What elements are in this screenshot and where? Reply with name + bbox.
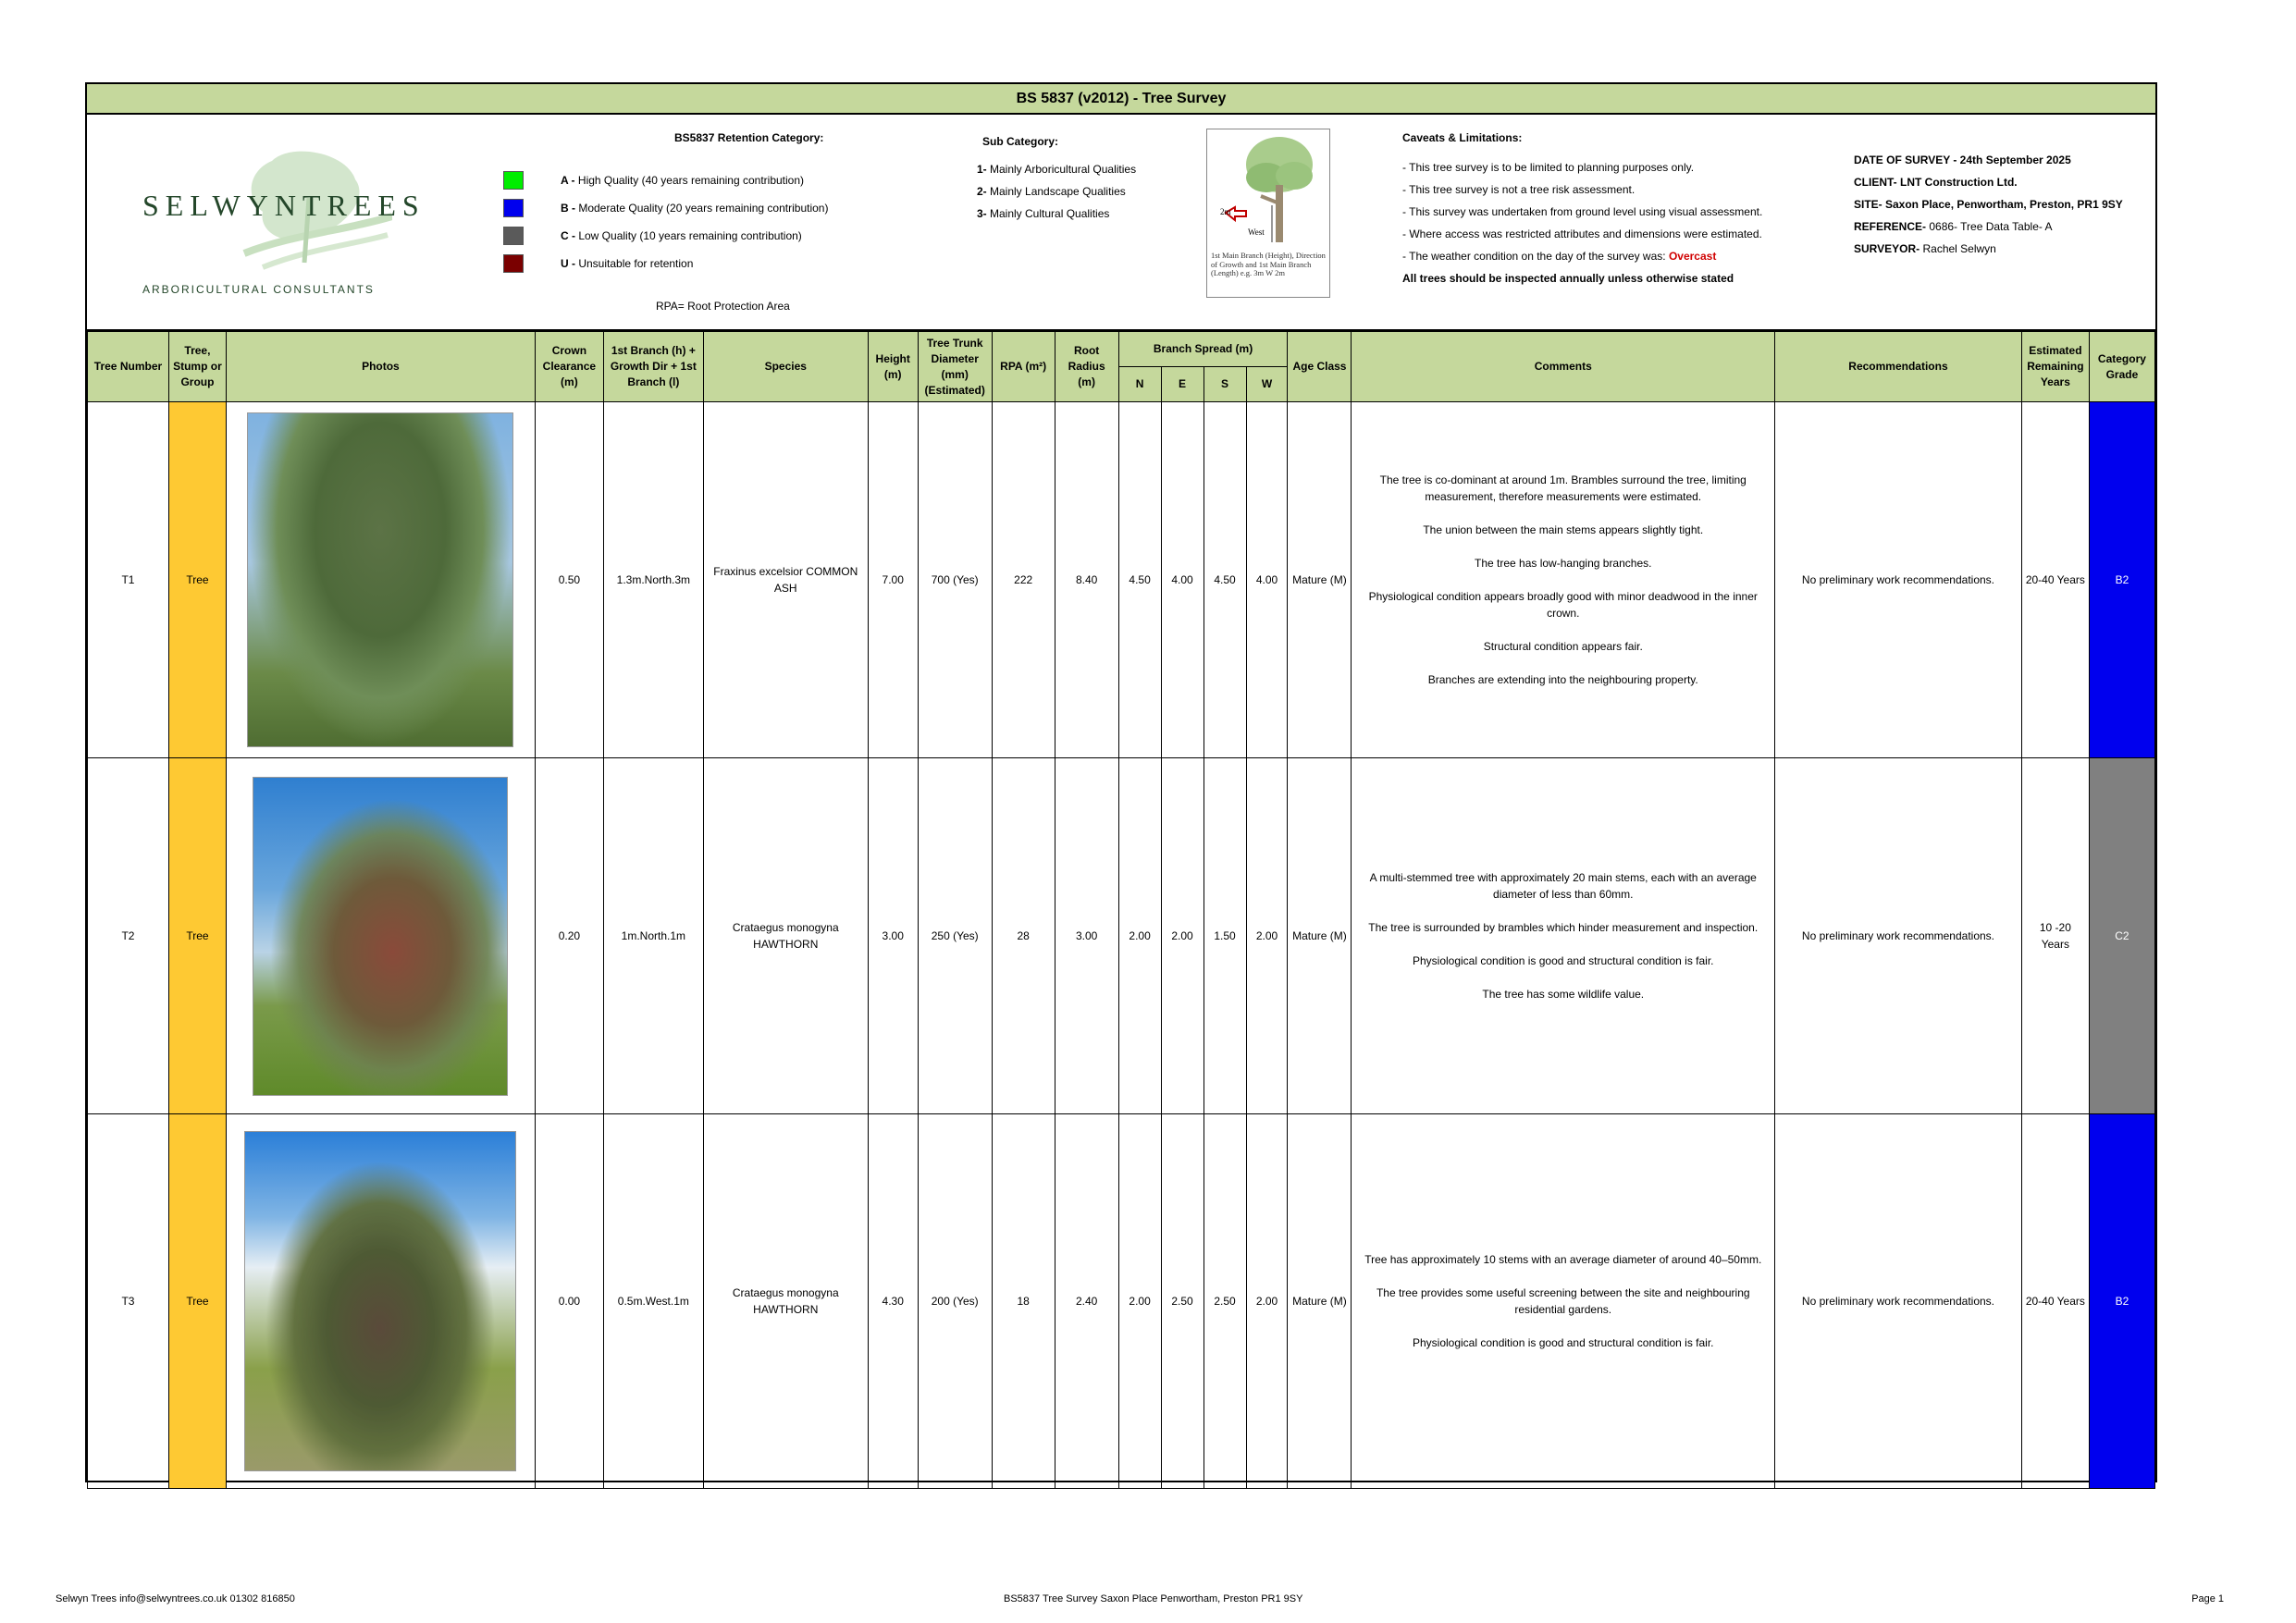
trunk-diameter: 700 (Yes) — [918, 402, 992, 758]
retention-text: C - Low Quality (10 years remaining contribution) — [561, 229, 802, 242]
category-grade: C2 — [2089, 758, 2154, 1114]
spread-n: 4.50 — [1118, 402, 1161, 758]
rpa: 28 — [992, 758, 1055, 1114]
caveat-closing: All trees should be inspected annually unless otherwise stated — [1402, 272, 1734, 285]
root-radius: 8.40 — [1055, 402, 1118, 758]
remaining-years: 20-40 Years — [2021, 1114, 2089, 1489]
retention-text: A - High Quality (40 years remaining contribution) — [561, 174, 805, 187]
recommendation: No preliminary work recommendations. — [1775, 1114, 2022, 1489]
height: 3.00 — [868, 758, 918, 1114]
subcategory-heading: Sub Category: — [982, 135, 1059, 148]
survey-date: DATE OF SURVEY - 24th September 2025 — [1854, 154, 2071, 166]
col-w: W — [1246, 367, 1288, 402]
swatch-b — [503, 199, 524, 217]
tree-id: T2 — [88, 758, 169, 1114]
col-branch-spread: Branch Spread (m) — [1118, 332, 1288, 367]
table-row — [88, 1114, 2155, 1489]
crown-clearance: 0.20 — [535, 758, 603, 1114]
height: 7.00 — [868, 402, 918, 758]
spread-n: 2.00 — [1118, 758, 1161, 1114]
tree-id: T1 — [88, 402, 169, 758]
retention-text: U - Unsuitable for retention — [561, 257, 694, 270]
tree-type: Tree — [168, 1114, 226, 1489]
spread-e: 4.00 — [1161, 402, 1204, 758]
col-remaining: Estimated Remaining Years — [2021, 332, 2089, 402]
caveat-line: - This tree survey is not a tree risk assessment. — [1402, 183, 1636, 196]
recommendation: No preliminary work recommendations. — [1775, 758, 2022, 1114]
category-grade: B2 — [2089, 1114, 2154, 1489]
logo-wordmark: SELWYNTREES — [142, 189, 426, 222]
weather-value: Overcast — [1668, 250, 1717, 263]
col-type: Tree, Stump or Group — [168, 332, 226, 402]
table-row — [88, 758, 2155, 1114]
col-root-radius: Root Radius (m) — [1055, 332, 1118, 402]
caveat-line: - This survey was undertaken from ground level using visual assessment. — [1402, 205, 1763, 218]
survey-header — [87, 115, 2155, 331]
tree-diagram-icon — [1207, 129, 1329, 250]
spread-w: 2.00 — [1246, 758, 1288, 1114]
col-n: N — [1118, 367, 1161, 402]
col-branch: 1st Branch (h) + Growth Dir + 1st Branch (l) — [603, 332, 703, 402]
tree-type: Tree — [168, 758, 226, 1114]
survey-sheet — [85, 82, 2157, 1482]
tree-photo — [247, 412, 513, 747]
trunk-diameter: 200 (Yes) — [918, 1114, 992, 1489]
company-logo — [133, 142, 426, 296]
logo-tagline: ARBORICULTURAL CONSULTANTS — [142, 283, 375, 296]
col-e: E — [1161, 367, 1204, 402]
tree-photo — [253, 777, 508, 1096]
col-comments: Comments — [1352, 332, 1775, 402]
table-row — [88, 402, 2155, 758]
age-class: Mature (M) — [1288, 402, 1352, 758]
caveat-line: - Where access was restricted attributes and dimensions were estimated. — [1402, 227, 1762, 240]
comments: A multi-stemmed tree with approximately 20 main stems, each with an average diameter of less than 60mm. The tree is surrounded by brambles which hinder measurement and inspection. Physiological condition is good and structural condition is fair. The tree has some wildlife value. — [1352, 758, 1775, 1114]
rpa: 222 — [992, 402, 1055, 758]
col-diameter: Tree Trunk Diameter (mm) (Estimated) — [918, 332, 992, 402]
swatch-u — [503, 254, 524, 273]
age-class: Mature (M) — [1288, 1114, 1352, 1489]
subcategory-item: 1- Mainly Arboricultural Qualities — [977, 163, 1137, 176]
diagram-caption: 1st Main Branch (Height), Direction of Growth and 1st Main Branch (Length) e.g. 3m W 2m — [1211, 251, 1326, 277]
spread-n: 2.00 — [1118, 1114, 1161, 1489]
col-s: S — [1204, 367, 1246, 402]
col-crown: Crown Clearance (m) — [535, 332, 603, 402]
tree-photo-cell — [226, 402, 535, 758]
rpa-note: RPA= Root Protection Area — [656, 300, 790, 313]
subcategory-item: 2- Mainly Landscape Qualities — [977, 185, 1126, 198]
tree-data-table — [87, 331, 2155, 1489]
root-radius: 2.40 — [1055, 1114, 1118, 1489]
tree-photo-cell — [226, 758, 535, 1114]
height-label: 2m — [1220, 207, 1231, 216]
rpa: 18 — [992, 1114, 1055, 1489]
tree-id: T3 — [88, 1114, 169, 1489]
spread-w: 2.00 — [1246, 1114, 1288, 1489]
trunk-diameter: 250 (Yes) — [918, 758, 992, 1114]
species: Crataegus monogyna HAWTHORN — [703, 758, 868, 1114]
first-branch: 1.3m.North.3m — [603, 402, 703, 758]
remaining-years: 20-40 Years — [2021, 402, 2089, 758]
footer-title: BS5837 Tree Survey Saxon Place Penwortham, Preston PR1 9SY — [1004, 1593, 1303, 1605]
col-species: Species — [703, 332, 868, 402]
root-radius: 3.00 — [1055, 758, 1118, 1114]
col-age-class: Age Class — [1288, 332, 1352, 402]
tree-type: Tree — [168, 402, 226, 758]
spread-e: 2.00 — [1161, 758, 1204, 1114]
swatch-c — [503, 227, 524, 245]
col-recommendations: Recommendations — [1775, 332, 2022, 402]
survey-site: SITE- Saxon Place, Penwortham, Preston, PR1 9SY — [1854, 198, 2123, 211]
retention-text: B - Moderate Quality (20 years remaining contribution) — [561, 202, 829, 215]
spread-s: 2.50 — [1204, 1114, 1246, 1489]
col-tree-number: Tree Number — [88, 332, 169, 402]
crown-clearance: 0.00 — [535, 1114, 603, 1489]
first-branch: 0.5m.West.1m — [603, 1114, 703, 1489]
remaining-years: 10 -20 Years — [2021, 758, 2089, 1114]
spread-s: 1.50 — [1204, 758, 1246, 1114]
tree-photo — [244, 1131, 516, 1471]
retention-heading: BS5837 Retention Category: — [674, 131, 824, 144]
surveyor: SURVEYOR- Rachel Selwyn — [1854, 242, 1996, 255]
direction-label: West — [1248, 227, 1265, 237]
survey-reference: REFERENCE- 0686- Tree Data Table- A — [1854, 220, 2053, 233]
weather-line: - The weather condition on the day of the survey was: Overcast — [1402, 250, 1717, 263]
species: Fraxinus excelsior COMMON ASH — [703, 402, 868, 758]
spread-s: 4.50 — [1204, 402, 1246, 758]
recommendation: No preliminary work recommendations. — [1775, 402, 2022, 758]
swatch-a — [503, 171, 524, 190]
survey-title: BS 5837 (v2012) - Tree Survey — [87, 84, 2155, 115]
spread-e: 2.50 — [1161, 1114, 1204, 1489]
caveat-line: - This tree survey is to be limited to planning purposes only. — [1402, 161, 1695, 174]
first-branch: 1m.North.1m — [603, 758, 703, 1114]
col-rpa: RPA (m²) — [992, 332, 1055, 402]
footer-page: Page 1 — [2191, 1593, 2224, 1605]
comments: Tree has approximately 10 stems with an average diameter of around 40–50mm. The tree provides some useful screening between the site and neighbouring residential gardens. Physiological condition is good and structural condition is fair. — [1352, 1114, 1775, 1489]
footer-contact: Selwyn Trees info@selwyntrees.co.uk 01302 816850 — [56, 1593, 295, 1605]
branch-diagram — [1206, 129, 1330, 298]
tree-photo-cell — [226, 1114, 535, 1489]
category-grade: B2 — [2089, 402, 2154, 758]
col-height: Height (m) — [868, 332, 918, 402]
col-grade: Category Grade — [2089, 332, 2154, 402]
survey-client: CLIENT- LNT Construction Ltd. — [1854, 176, 2018, 189]
species: Crataegus monogyna HAWTHORN — [703, 1114, 868, 1489]
comments: The tree is co-dominant at around 1m. Brambles surround the tree, limiting measurement, therefore measurements were estimated. The union between the main stems appears slightly tight. The tree has low-hanging branches. Physiological condition appears broadly good with minor deadwood in the inner crown. Structural condition appears fair. Branches are extending into the neighbouring property. — [1352, 402, 1775, 758]
caveats-heading: Caveats & Limitations: — [1402, 131, 1523, 144]
crown-clearance: 0.50 — [535, 402, 603, 758]
col-photos: Photos — [226, 332, 535, 402]
age-class: Mature (M) — [1288, 758, 1352, 1114]
subcategory-item: 3- Mainly Cultural Qualities — [977, 207, 1110, 220]
spread-w: 4.00 — [1246, 402, 1288, 758]
height: 4.30 — [868, 1114, 918, 1489]
